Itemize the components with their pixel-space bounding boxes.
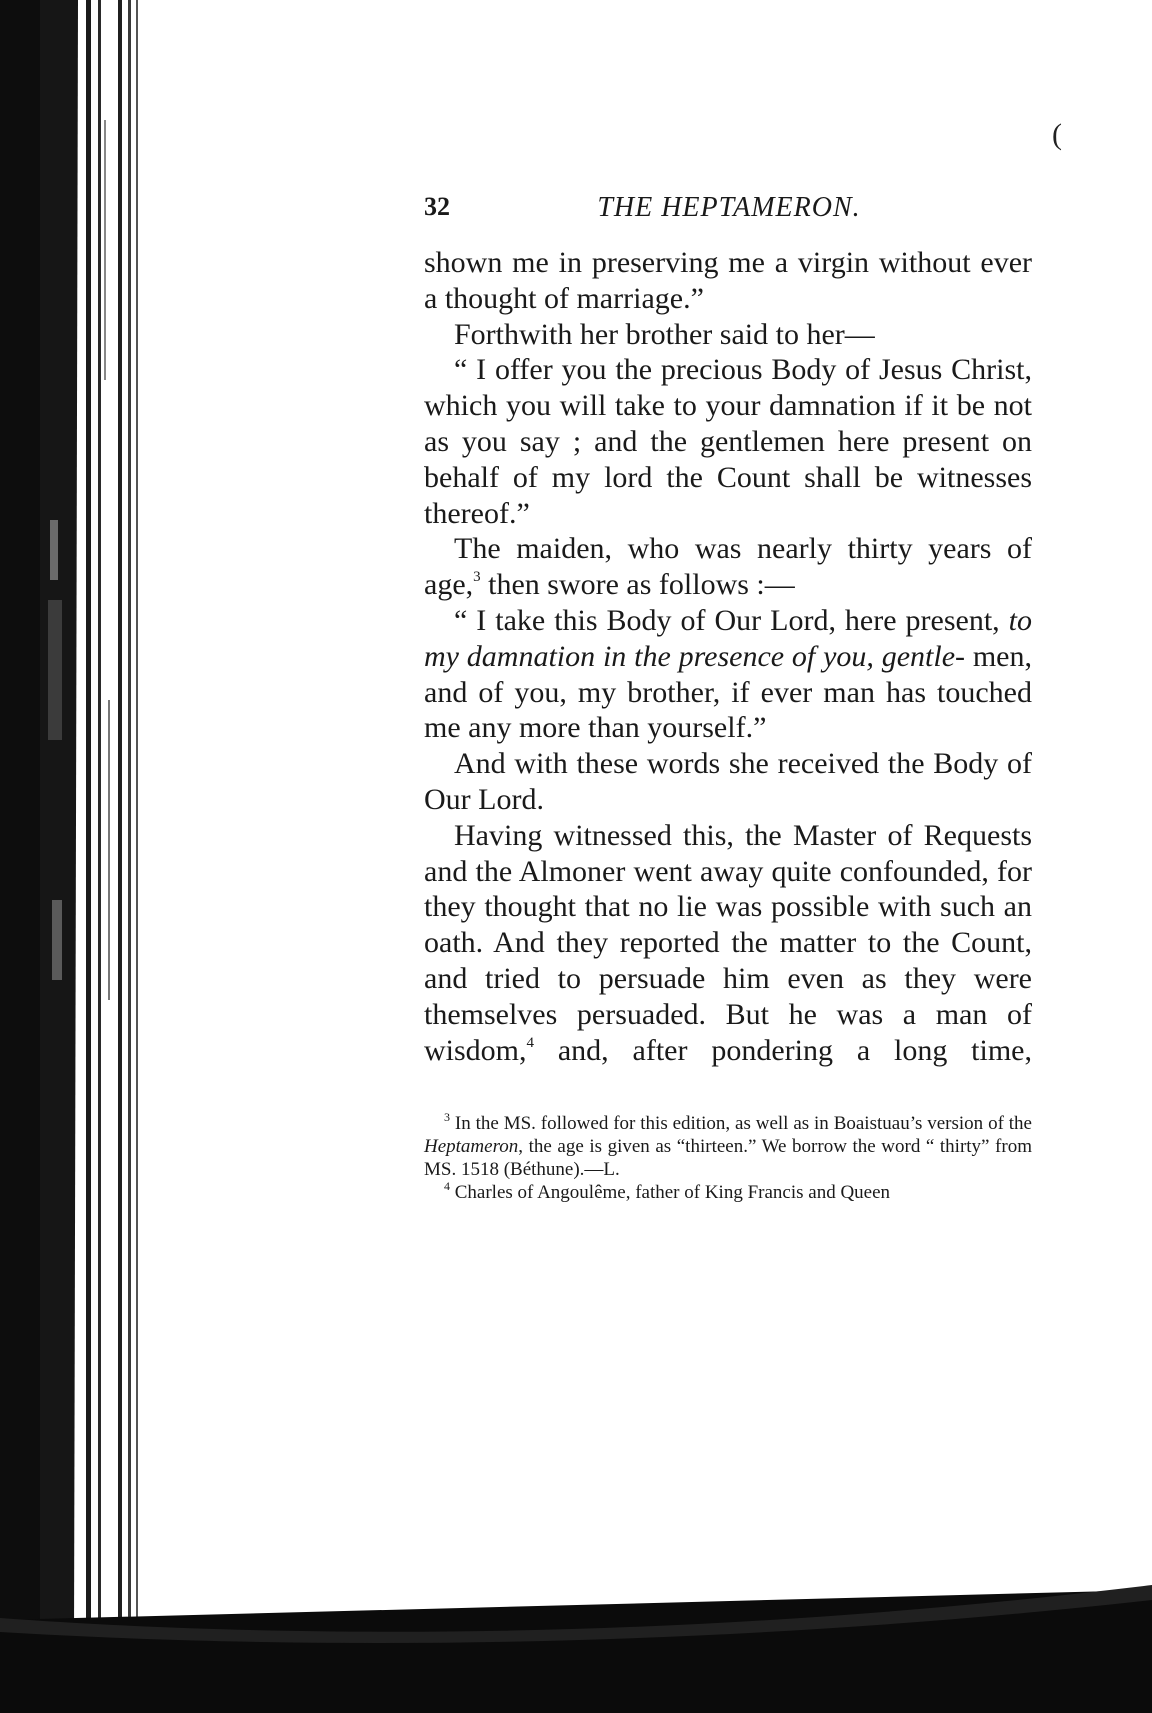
- body-text: [424, 245, 1032, 1068]
- bottom-shadow: [0, 1585, 1152, 1713]
- binding-shadow: [0, 0, 138, 1640]
- footnote-ref-3: 3: [473, 569, 481, 586]
- footnote-3-italic: Heptameron: [424, 1136, 519, 1157]
- page-number: 32: [424, 192, 450, 221]
- paragraph-5-text-a: “ I take this Body of Our Lord, here present,: [454, 603, 1009, 637]
- paragraph-2: Forthwith her brother said to her—: [454, 317, 875, 351]
- footnote-4-text: Charles of Angoulême, father of King Francis and Queen: [450, 1182, 891, 1203]
- footnote-3-number: 3: [444, 1110, 450, 1124]
- footnote-3-text-b: , the age is given as “thirteen.” We borrow the word “ thirty” from MS. 1518 (Béthune).—L.: [424, 1136, 1032, 1180]
- footnote-3: [424, 1112, 1032, 1181]
- paragraph-3: “ I offer you the precious Body of Jesus Christ, which you will take to your damnation if it be not as you say ; and the gentlemen here present on behalf of my lord the Count shall be witnesses thereof.”: [424, 353, 1032, 530]
- footnote-4: [424, 1181, 1032, 1204]
- page-header: [424, 192, 1034, 232]
- paragraph-4-text-b: then swore as follows :—: [480, 568, 795, 602]
- paragraph-5-text-b: men, and of you, my brother, if ever man has touched me any more than yourself.”: [424, 639, 1032, 745]
- paragraph-6: And with these words she received the Body of Our Lord.: [424, 747, 1032, 816]
- paragraph-1: shown me in preserving me a virgin without ever a thought of marriage.”: [424, 246, 1032, 315]
- footnotes: [424, 1112, 1032, 1204]
- running-title: THE HEPTAMERON.: [597, 192, 861, 223]
- paragraph-4: [424, 531, 1032, 603]
- paragraph-7-text-b: and, after pondering a long time,: [534, 1033, 1032, 1067]
- paragraph-5: [424, 603, 1032, 746]
- paragraph-7: [424, 818, 1032, 1069]
- footnote-ref-4: 4: [526, 1034, 535, 1051]
- paragraph-4-text-a: The maiden, who was nearly thirty years of age,: [424, 532, 1032, 602]
- paragraph-7-text-a: Having witnessed this, the Master of Requests and the Almoner went away quite confounded, for they thought that no lie was possible with such an oath. And they reported the matter to the Count, and tried to persuade him even as they were themselves persuaded. But he was a man of wisdom,: [424, 818, 1032, 1067]
- footnote-3-text-a: In the MS. followed for this edition, as well as in Boaistuau’s version of the: [450, 1113, 1032, 1134]
- footnote-4-number: 4: [444, 1179, 450, 1193]
- margin-paren-mark: (: [1052, 118, 1062, 151]
- paragraph-5-italic: to my damnation in the presence of you, gentle-: [424, 603, 1032, 673]
